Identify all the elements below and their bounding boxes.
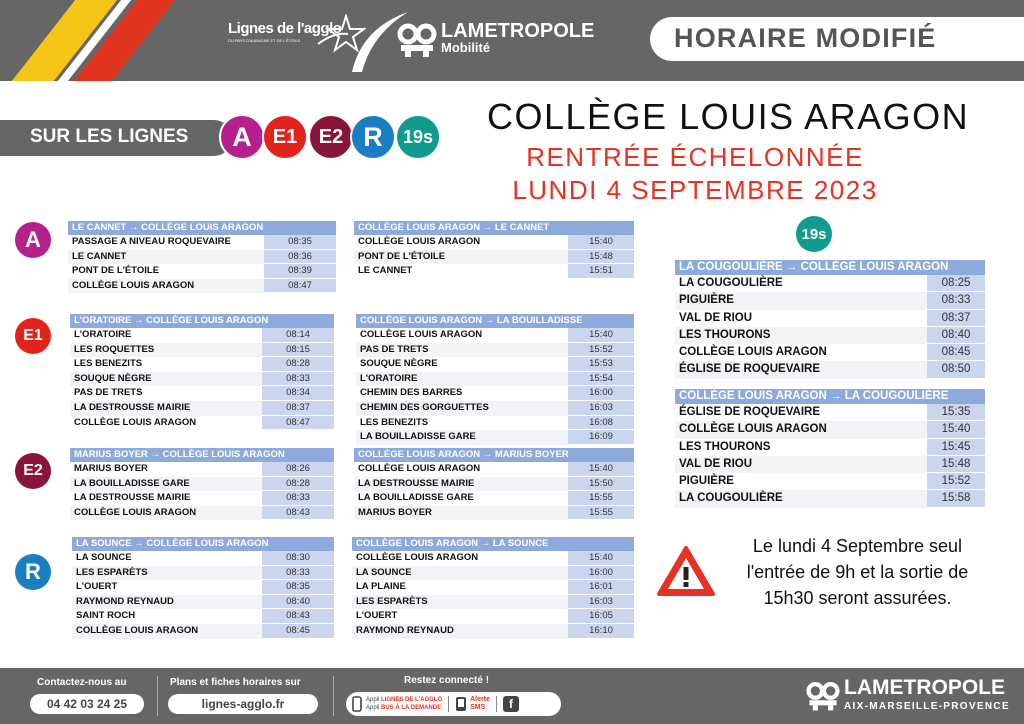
stop-name: CHEMIN DES GORGUETTES xyxy=(356,401,568,416)
stop-name: COLLÈGE LOUIS ARAGON xyxy=(68,279,264,294)
stop-name: CHEMIN DES BARRES xyxy=(356,386,568,401)
stop-name: LA COUGOULIÈRE xyxy=(675,275,927,292)
schedule-r-return xyxy=(352,537,634,639)
stop-name: LA SOUNCE xyxy=(72,551,262,566)
stop-time: 15:50 xyxy=(568,477,634,492)
stop-name: LES BENEZITS xyxy=(70,357,262,372)
stop-time: 08:14 xyxy=(262,328,334,343)
schedule-direction-header: COLLÈGE LOUIS ARAGON → MARIUS BOYER xyxy=(354,448,634,462)
stop-name: L'ORATOIRE xyxy=(356,372,568,387)
stop-name: LES ROQUETTES xyxy=(70,343,262,358)
stop-name: LA BOUILLADISSE GARE xyxy=(356,430,568,445)
stop-time: 15:40 xyxy=(568,235,634,250)
warning-line-1: Le lundi 4 Septembre seul xyxy=(752,536,963,556)
schedule-direction-header: COLLÈGE LOUIS ARAGON → LA SOUNCE xyxy=(352,537,634,551)
schedule-row xyxy=(356,386,634,401)
schedule-e1-return xyxy=(356,314,634,445)
stop-time: 08:45 xyxy=(927,344,985,361)
metropole-footer-region: AIX-MARSEILLE-PROVENCE xyxy=(844,701,1010,712)
line-circle-19s: 19s xyxy=(796,216,832,252)
stop-time: 15:40 xyxy=(927,421,985,438)
stop-name: LA PLAINE xyxy=(352,580,568,595)
schedule-row xyxy=(354,264,634,279)
schedule-row xyxy=(352,566,634,581)
schedule-row xyxy=(68,264,336,279)
stop-time: 08:40 xyxy=(927,327,985,344)
stop-time: 16:00 xyxy=(568,566,634,581)
stop-name: LE CANNET xyxy=(68,250,264,265)
schedule-row xyxy=(356,416,634,431)
stop-time: 16:10 xyxy=(568,624,634,639)
schedule-direction-header: MARIUS BOYER → COLLÈGE LOUIS ARAGON xyxy=(70,448,334,462)
stop-name: ÉGLISE DE ROQUEVAIRE xyxy=(675,361,927,378)
stop-name: PIGUIÈRE xyxy=(675,292,927,309)
phone-number[interactable]: 04 42 03 24 25 xyxy=(30,694,144,714)
schedule-row xyxy=(70,416,334,431)
schedule-row xyxy=(70,506,334,521)
stop-time: 15:55 xyxy=(568,506,634,521)
stop-name: COLLÈGE LOUIS ARAGON xyxy=(356,328,568,343)
stop-time: 15:55 xyxy=(568,491,634,506)
stop-name: ÉGLISE DE ROQUEVAIRE xyxy=(675,404,927,421)
stop-name: MARIUS BOYER xyxy=(354,506,568,521)
stop-time: 08:43 xyxy=(262,609,334,624)
schedule-direction-header: LE CANNET → COLLÈGE LOUIS ARAGON xyxy=(68,221,336,235)
stop-name: PAS DE TRETS xyxy=(356,343,568,358)
sms-label: SMS xyxy=(470,704,486,711)
metropole-emblem-icon xyxy=(397,23,437,57)
app-block[interactable] xyxy=(366,696,442,712)
schedule-row xyxy=(72,551,334,566)
metropole-footer-title: LAMETROPOLE xyxy=(844,676,1005,699)
stop-time: 08:43 xyxy=(262,506,334,521)
line-circle-e2: E2 xyxy=(15,453,51,489)
schedule-row xyxy=(675,327,985,344)
stop-time: 08:37 xyxy=(262,401,334,416)
stop-time: 08:15 xyxy=(262,343,334,358)
stop-time: 08:37 xyxy=(927,310,985,327)
connected-label: Restez connecté ! xyxy=(404,675,490,686)
stop-time: 08:34 xyxy=(262,386,334,401)
warning-line-2: l'entrée de 9h et la sortie de xyxy=(746,562,969,582)
schedule-direction-header: COLLÈGE LOUIS ARAGON → LA COUGOULIÈRE xyxy=(675,389,985,404)
stop-time: 08:35 xyxy=(262,580,334,595)
schedule-a-return xyxy=(354,221,634,279)
stop-name: COLLÈGE LOUIS ARAGON xyxy=(352,551,568,566)
app-word: Appli xyxy=(366,705,380,711)
schedule-row xyxy=(675,275,985,292)
modified-schedule-text: HORAIRE MODIFIÉ xyxy=(674,23,937,53)
schedule-row xyxy=(70,491,334,506)
schedule-row xyxy=(675,361,985,378)
line-badge-19s: 19s xyxy=(395,114,441,160)
schedule-row xyxy=(675,473,985,490)
contact-label: Contactez-nous au xyxy=(37,677,127,688)
stop-time: 08:30 xyxy=(262,551,334,566)
schedule-row xyxy=(356,430,634,445)
schedule-row xyxy=(352,551,634,566)
sms-alert[interactable] xyxy=(470,696,490,712)
stop-name: RAYMOND REYNAUD xyxy=(72,595,262,610)
stop-name: LA BOUILLADISSE GARE xyxy=(70,477,262,492)
schedule-row xyxy=(356,343,634,358)
lines-intro-label: SUR LES LIGNES xyxy=(30,126,189,147)
warning-icon xyxy=(656,545,716,597)
stop-time: 08:40 xyxy=(262,595,334,610)
stop-time: 08:36 xyxy=(264,250,336,265)
schedule-row xyxy=(72,595,334,610)
line-badge-e2: E2 xyxy=(308,114,354,160)
line-badge-e1: E1 xyxy=(262,114,308,160)
schedule-row xyxy=(675,292,985,309)
schedule-19s-return xyxy=(675,389,985,508)
schedule-row xyxy=(72,624,334,639)
app-word: Appli xyxy=(366,697,380,703)
line-circle-r: R xyxy=(15,554,51,590)
schedule-row xyxy=(675,344,985,361)
stop-name: LES ESPARÈTS xyxy=(352,595,568,610)
stop-time: 15:40 xyxy=(568,328,634,343)
modified-schedule-badge xyxy=(650,17,1024,61)
schedule-row xyxy=(70,343,334,358)
stop-time: 15:40 xyxy=(568,551,634,566)
stop-time: 08:33 xyxy=(262,566,334,581)
stop-time: 16:08 xyxy=(568,416,634,431)
stop-name: LES THOURONS xyxy=(675,327,927,344)
warning-message xyxy=(735,533,980,611)
stop-name: PASSAGE A NIVEAU ROQUEVAIRE xyxy=(68,235,264,250)
schedule-row xyxy=(72,580,334,595)
pill-divider xyxy=(448,696,449,712)
stop-name: PIGUIÈRE xyxy=(675,473,927,490)
stop-time: 15:35 xyxy=(927,404,985,421)
stop-name: L'OUERT xyxy=(352,609,568,624)
stop-name: LES THOURONS xyxy=(675,439,927,456)
schedule-row xyxy=(70,372,334,387)
stop-name: COLLÈGE LOUIS ARAGON xyxy=(70,506,262,521)
schedule-row xyxy=(354,235,634,250)
metropole-title: LAMETROPOLE xyxy=(441,20,595,42)
stop-name: COLLÈGE LOUIS ARAGON xyxy=(675,344,927,361)
school-title: COLLÈGE LOUIS ARAGON xyxy=(487,96,970,137)
stop-name: LA BOUILLADISSE GARE xyxy=(354,491,568,506)
lignes-agglo-name: Lignes de l'agglo xyxy=(228,20,342,37)
stop-time: 08:33 xyxy=(262,372,334,387)
schedule-19s-outbound xyxy=(675,260,985,379)
lines-intro-bar xyxy=(0,120,232,156)
schedule-row xyxy=(70,462,334,477)
pill-divider xyxy=(496,696,497,712)
footer-separator xyxy=(333,676,334,716)
date-title: LUNDI 4 SEPTEMBRE 2023 xyxy=(512,175,878,205)
footer-bar xyxy=(0,668,1024,724)
facebook-glyph: f xyxy=(508,697,513,711)
warning-line-3: 15h30 seront assurées. xyxy=(763,588,952,608)
website-link[interactable]: lignes-agglo.fr xyxy=(168,694,318,714)
metropole-footer-logo xyxy=(806,676,1010,718)
stop-time: 16:05 xyxy=(568,609,634,624)
stop-name: SAINT ROCH xyxy=(72,609,262,624)
schedule-row xyxy=(354,250,634,265)
stop-time: 08:26 xyxy=(262,462,334,477)
stop-name: COLLÈGE LOUIS ARAGON xyxy=(72,624,262,639)
stop-time: 16:00 xyxy=(568,386,634,401)
schedule-row xyxy=(354,506,634,521)
sms-phone-icon xyxy=(455,696,467,712)
alert-label: Alerte xyxy=(470,696,490,703)
stop-time: 16:01 xyxy=(568,580,634,595)
stop-time: 08:35 xyxy=(264,235,336,250)
stop-time: 15:54 xyxy=(568,372,634,387)
metropole-emblem-icon xyxy=(806,680,840,712)
stop-name: LA COUGOULIÈRE xyxy=(675,490,927,507)
schedule-e2-outbound xyxy=(70,448,334,520)
stop-time: 08:33 xyxy=(927,292,985,309)
schedule-row xyxy=(70,477,334,492)
stop-name: LE CANNET xyxy=(354,264,568,279)
stop-time: 08:47 xyxy=(262,416,334,431)
schedule-row xyxy=(675,456,985,473)
stop-name: PONT DE L'ÉTOILE xyxy=(68,264,264,279)
app-name-1: LIGNES DE L'AGGLO xyxy=(381,697,443,703)
stop-name: COLLÈGE LOUIS ARAGON xyxy=(354,462,568,477)
stop-time: 08:45 xyxy=(262,624,334,639)
header-bar xyxy=(0,0,1024,81)
stop-name: LA SOUNCE xyxy=(352,566,568,581)
line-circle-a: A xyxy=(15,222,51,258)
stop-name: SOUQUE NÈGRE xyxy=(356,357,568,372)
footer-separator xyxy=(157,676,158,716)
schedule-row xyxy=(675,490,985,507)
schedule-row xyxy=(356,372,634,387)
schedule-direction-header: LA SOUNCE → COLLÈGE LOUIS ARAGON xyxy=(72,537,334,551)
schedule-a-outbound xyxy=(68,221,336,293)
stop-name: COLLÈGE LOUIS ARAGON xyxy=(354,235,568,250)
social-pill xyxy=(346,692,561,716)
stop-time: 15:51 xyxy=(568,264,634,279)
schedule-row xyxy=(675,421,985,438)
stop-time: 08:39 xyxy=(264,264,336,279)
stop-time: 16:09 xyxy=(568,430,634,445)
line-badge-a: A xyxy=(219,114,265,160)
stop-time: 15:53 xyxy=(568,357,634,372)
lignes-agglo-subtitle: DU PAYS D'AUBAGNE ET DE L'ÉTOILE xyxy=(228,38,301,43)
schedule-row xyxy=(356,357,634,372)
schedule-row xyxy=(352,595,634,610)
stop-time: 15:48 xyxy=(568,250,634,265)
schedule-row xyxy=(356,328,634,343)
stop-name: COLLÈGE LOUIS ARAGON xyxy=(675,421,927,438)
stop-time: 08:28 xyxy=(262,477,334,492)
phone-icon xyxy=(352,696,362,712)
stop-time: 15:45 xyxy=(927,439,985,456)
schedule-row xyxy=(72,609,334,624)
schedule-row xyxy=(68,250,336,265)
schedule-direction-header: L'ORATOIRE → COLLÈGE LOUIS ARAGON xyxy=(70,314,334,328)
facebook-icon[interactable] xyxy=(503,696,519,712)
schedule-row xyxy=(70,386,334,401)
stop-time: 16:03 xyxy=(568,595,634,610)
stop-time: 08:33 xyxy=(262,491,334,506)
schedule-e1-outbound xyxy=(70,314,334,430)
schedule-e2-return xyxy=(354,448,634,520)
schedule-row xyxy=(70,328,334,343)
schedule-row xyxy=(352,624,634,639)
stop-time: 15:52 xyxy=(568,343,634,358)
schedule-row xyxy=(675,439,985,456)
stop-name: LES BENEZITS xyxy=(356,416,568,431)
schedule-row xyxy=(70,401,334,416)
stop-name: COLLÈGE LOUIS ARAGON xyxy=(70,416,262,431)
schedule-direction-header: COLLÈGE LOUIS ARAGON → LA BOUILLADISSE xyxy=(356,314,634,328)
stop-name: MARIUS BOYER xyxy=(70,462,262,477)
stop-name: PAS DE TRETS xyxy=(70,386,262,401)
schedule-row xyxy=(354,462,634,477)
schedule-row xyxy=(352,580,634,595)
stop-time: 15:48 xyxy=(927,456,985,473)
schedule-row xyxy=(675,310,985,327)
schedule-row xyxy=(675,404,985,421)
schedule-row xyxy=(72,566,334,581)
schedule-row xyxy=(354,477,634,492)
stop-name: LA DESTROUSSE MAIRIE xyxy=(70,491,262,506)
app-line-1 xyxy=(366,696,442,704)
schedule-row xyxy=(356,401,634,416)
schedule-row xyxy=(352,609,634,624)
stop-name: VAL DE RIOU xyxy=(675,310,927,327)
stop-time: 15:40 xyxy=(568,462,634,477)
stop-name: SOUQUE NÈGRE xyxy=(70,372,262,387)
stop-time: 16:03 xyxy=(568,401,634,416)
stop-name: PONT DE L'ÉTOILE xyxy=(354,250,568,265)
stop-name: RAYMOND REYNAUD xyxy=(352,624,568,639)
schedule-row xyxy=(70,357,334,372)
app-line-2 xyxy=(366,704,442,712)
schedule-direction-header: COLLÈGE LOUIS ARAGON → LE CANNET xyxy=(354,221,634,235)
stop-time: 15:52 xyxy=(927,473,985,490)
schedule-r-outbound xyxy=(72,537,334,639)
stop-name: L'ORATOIRE xyxy=(70,328,262,343)
schedule-row xyxy=(68,235,336,250)
stop-time: 08:47 xyxy=(264,279,336,294)
stop-time: 08:25 xyxy=(927,275,985,292)
schedule-direction-header: LA COUGOULIÈRE → COLLÈGE LOUIS ARAGON xyxy=(675,260,985,275)
stop-name: VAL DE RIOU xyxy=(675,456,927,473)
stop-name: L'OUERT xyxy=(72,580,262,595)
schedule-row xyxy=(68,279,336,294)
mobilite-title: Mobilité xyxy=(441,40,491,55)
stop-time: 08:50 xyxy=(927,361,985,378)
staggered-start-title: RENTRÉE ÉCHELONNÉE xyxy=(526,142,864,172)
line-badge-r: R xyxy=(350,114,396,160)
stop-name: LA DESTROUSSE MAIRIE xyxy=(354,477,568,492)
stop-time: 15:58 xyxy=(927,490,985,507)
stop-time: 08:28 xyxy=(262,357,334,372)
stop-name: LES ESPARÈTS xyxy=(72,566,262,581)
stop-name: LA DESTROUSSE MAIRIE xyxy=(70,401,262,416)
line-circle-e1: E1 xyxy=(15,318,51,354)
plans-label: Plans et fiches horaires sur xyxy=(170,677,301,688)
app-name-2: BUS À LA DEMANDE xyxy=(381,705,442,711)
schedule-row xyxy=(354,491,634,506)
